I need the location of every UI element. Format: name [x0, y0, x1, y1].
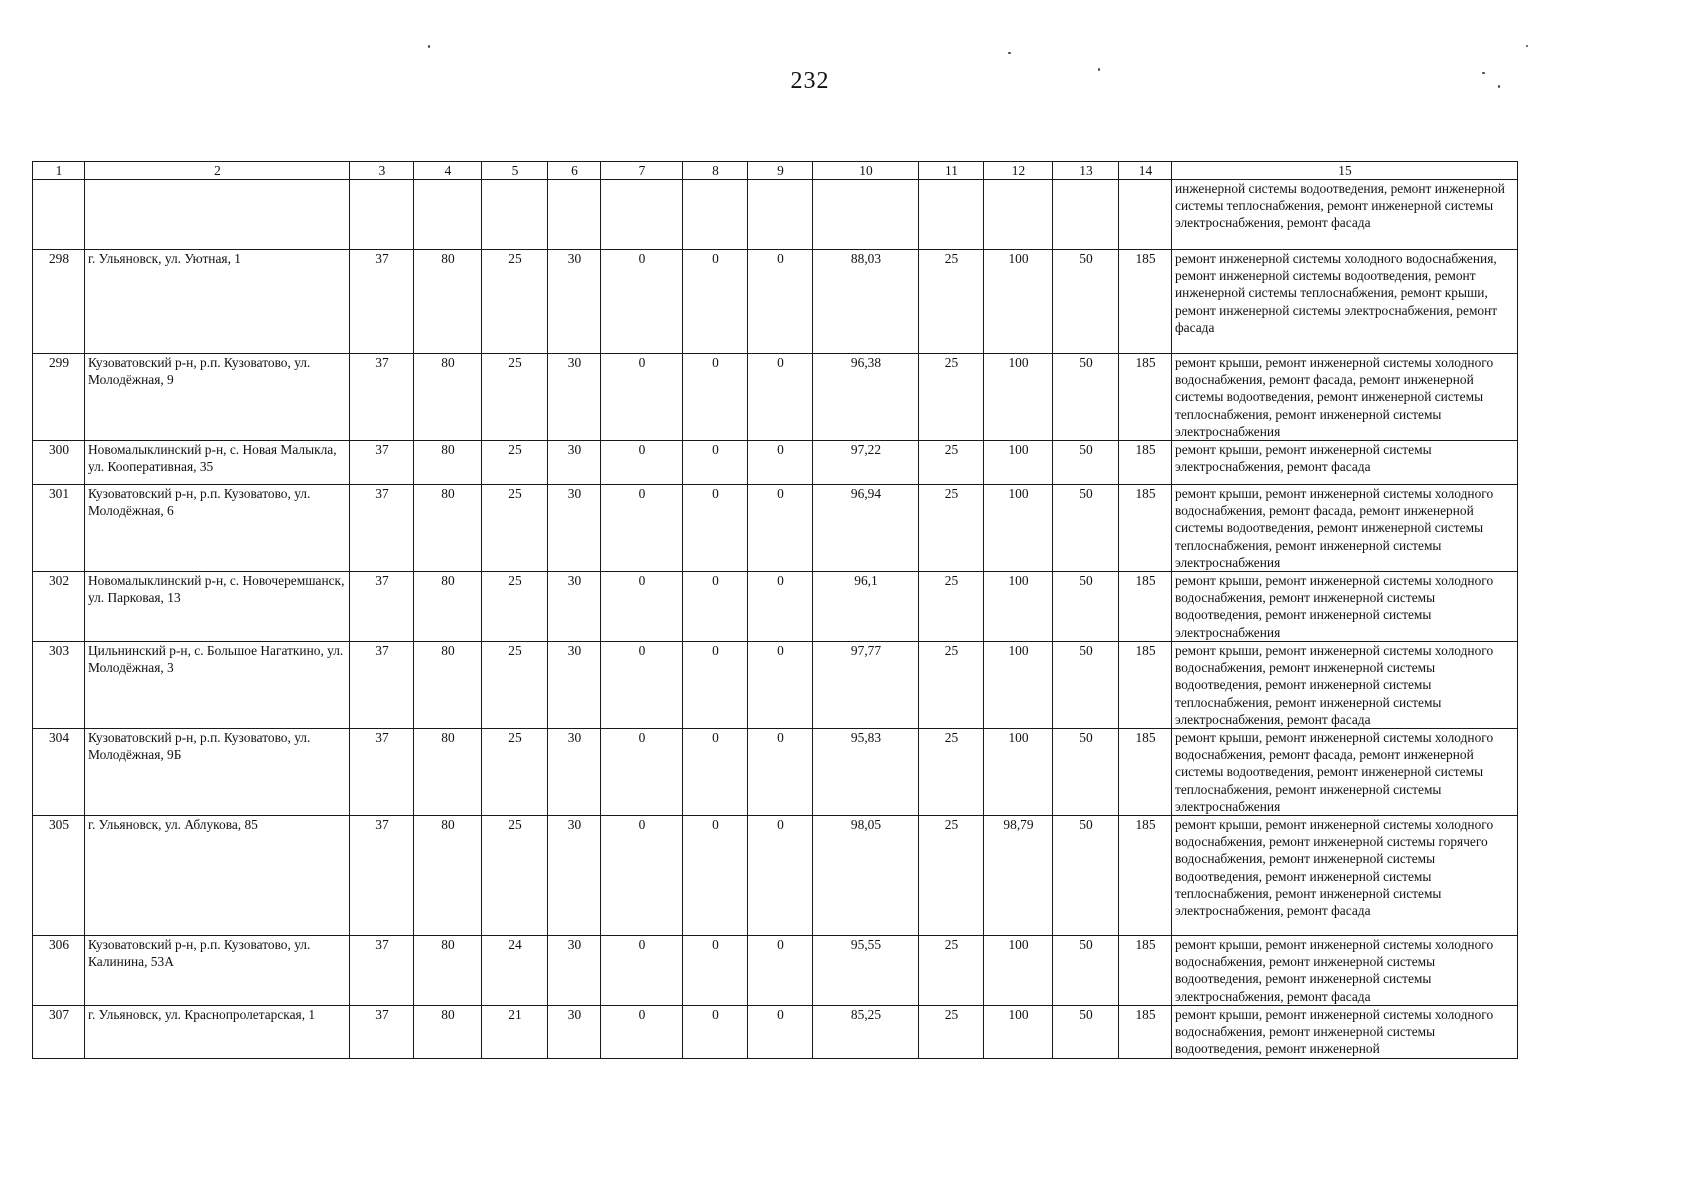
value-cell-c9: 0	[748, 729, 813, 816]
value-cell-c3: 37	[350, 1006, 414, 1059]
value-cell-c8: 0	[683, 642, 748, 729]
table-row	[33, 441, 1518, 485]
value-cell-c6: 30	[548, 936, 601, 1006]
works-cell: ремонт крыши, ремонт инженерной системы холодного водоснабжения, ремонт фасада, ремонт инженерной системы водоотведения, ремонт инженерной системы теплоснабжения, ремонт инженерной системы электроснабжения	[1172, 485, 1518, 572]
value-cell-c12: 100	[984, 354, 1053, 441]
scan-speck	[1008, 52, 1011, 54]
value-cell-c9: 0	[748, 250, 813, 354]
value-cell-c8: 0	[683, 936, 748, 1006]
value-cell-c5: 25	[482, 441, 548, 485]
table-row	[33, 729, 1518, 816]
table-row	[33, 642, 1518, 729]
value-cell-c6: 30	[548, 441, 601, 485]
address-cell: Кузоватовский р-н, р.п. Кузоватово, ул. Калинина, 53А	[85, 936, 350, 1006]
works-cell: ремонт крыши, ремонт инженерной системы холодного водоснабжения, ремонт фасада, ремонт инженерной системы водоотведения, ремонт инженерной системы теплоснабжения, ремонт инженерной системы электроснабжения	[1172, 354, 1518, 441]
works-register-table	[32, 161, 1518, 1059]
value-cell-c7: 0	[601, 572, 683, 642]
value-cell-c3: 37	[350, 572, 414, 642]
value-cell-c6: 30	[548, 354, 601, 441]
column-number-header-row	[33, 162, 1518, 180]
value-cell-c7: 0	[601, 1006, 683, 1059]
value-cell-c14: 185	[1119, 936, 1172, 1006]
value-cell-c5: 25	[482, 642, 548, 729]
value-cell-c7: 0	[601, 250, 683, 354]
column-header: 8	[683, 162, 748, 180]
value-cell-c12: 100	[984, 441, 1053, 485]
value-cell-c6: 30	[548, 250, 601, 354]
value-cell-c7: 0	[601, 441, 683, 485]
value-cell-c5: 25	[482, 485, 548, 572]
row-number-cell: 300	[33, 441, 85, 485]
column-header: 14	[1119, 162, 1172, 180]
column-header: 7	[601, 162, 683, 180]
value-cell-c11: 25	[919, 642, 984, 729]
value-cell-c10: 97,22	[813, 441, 919, 485]
row-number-cell: 306	[33, 936, 85, 1006]
value-cell-c10: 95,55	[813, 936, 919, 1006]
address-cell: г. Ульяновск, ул. Краснопролетарская, 1	[85, 1006, 350, 1059]
row-number-cell: 307	[33, 1006, 85, 1059]
page-number: 232	[790, 68, 830, 94]
continuation-row	[33, 180, 1518, 250]
value-cell-c3: 37	[350, 354, 414, 441]
value-cell-c9: 0	[748, 354, 813, 441]
value-cell-c14: 185	[1119, 354, 1172, 441]
value-cell-c7: 0	[601, 816, 683, 936]
value-cell-c6: 30	[548, 729, 601, 816]
value-cell-c10: 96,38	[813, 354, 919, 441]
table-row	[33, 936, 1518, 1006]
value-cell-c10: 98,05	[813, 816, 919, 936]
value-cell-c3: 37	[350, 250, 414, 354]
column-header: 13	[1053, 162, 1119, 180]
value-cell-c9: 0	[748, 1006, 813, 1059]
value-cell-c3: 37	[350, 642, 414, 729]
column-header: 1	[33, 162, 85, 180]
works-cell: ремонт инженерной системы холодного водоснабжения, ремонт инженерной системы водоотведения, ремонт инженерной системы теплоснабжения, ремонт крыши, ремонт инженерной системы электроснабжения, ремонт фасада	[1172, 250, 1518, 354]
address-cell: Кузоватовский р-н, р.п. Кузоватово, ул. Молодёжная, 6	[85, 485, 350, 572]
value-cell-c13: 50	[1053, 816, 1119, 936]
value-cell-c12: 100	[984, 250, 1053, 354]
row-number-cell: 298	[33, 250, 85, 354]
value-cell-c10: 88,03	[813, 250, 919, 354]
value-cell-c8: 0	[683, 441, 748, 485]
address-cell: Кузоватовский р-н, р.п. Кузоватово, ул. Молодёжная, 9Б	[85, 729, 350, 816]
value-cell-c8: 0	[683, 816, 748, 936]
value-cell-c13: 50	[1053, 729, 1119, 816]
value-cell-c13: 50	[1053, 441, 1119, 485]
value-cell-c14: 185	[1119, 642, 1172, 729]
value-cell-c14: 185	[1119, 250, 1172, 354]
value-cell-c4: 80	[414, 1006, 482, 1059]
address-cell: Новомалыклинский р-н, с. Новочеремшанск, ул. Парковая, 13	[85, 572, 350, 642]
value-cell-c5: 25	[482, 354, 548, 441]
value-cell-c9: 0	[748, 441, 813, 485]
value-cell-c4: 80	[414, 816, 482, 936]
value-cell-c11: 25	[919, 729, 984, 816]
value-cell-c5: 25	[482, 816, 548, 936]
value-cell-c4: 80	[414, 485, 482, 572]
value-cell-c3: 37	[350, 816, 414, 936]
value-cell-c12: 100	[984, 572, 1053, 642]
works-cell: ремонт крыши, ремонт инженерной системы холодного водоснабжения, ремонт инженерной системы водоотведения, ремонт инженерной системы теплоснабжения, ремонт инженерной системы электроснабжения, ремонт фасада	[1172, 642, 1518, 729]
table-row	[33, 816, 1518, 936]
column-header: 15	[1172, 162, 1518, 180]
value-cell-c13: 50	[1053, 936, 1119, 1006]
value-cell-c4: 80	[414, 936, 482, 1006]
works-cell: ремонт крыши, ремонт инженерной системы холодного водоснабжения, ремонт инженерной системы горячего водоснабжения, ремонт инженерной системы водоотведения, ремонт инженерной системы теплоснабжения, ремонт инженерной системы электроснабжения, ремонт фасада	[1172, 816, 1518, 936]
value-cell-c4: 80	[414, 572, 482, 642]
value-cell-c7: 0	[601, 485, 683, 572]
value-cell-c8: 0	[683, 1006, 748, 1059]
value-cell-c5: 25	[482, 250, 548, 354]
value-cell-c13: 50	[1053, 572, 1119, 642]
value-cell-c13: 50	[1053, 250, 1119, 354]
value-cell-c14: 185	[1119, 816, 1172, 936]
row-number-cell: 301	[33, 485, 85, 572]
value-cell-c8: 0	[683, 485, 748, 572]
works-cell: ремонт крыши, ремонт инженерной системы холодного водоснабжения, ремонт инженерной системы водоотведения, ремонт инженерной системы электроснабжения, ремонт фасада	[1172, 936, 1518, 1006]
value-cell-c14: 185	[1119, 572, 1172, 642]
value-cell-c9: 0	[748, 642, 813, 729]
value-cell-c5: 25	[482, 572, 548, 642]
value-cell-c7: 0	[601, 729, 683, 816]
value-cell-c5: 21	[482, 1006, 548, 1059]
address-cell: Цильнинский р-н, с. Большое Нагаткино, ул. Молодёжная, 3	[85, 642, 350, 729]
value-cell-c11: 25	[919, 441, 984, 485]
scan-speck	[1526, 45, 1528, 47]
works-cell: ремонт крыши, ремонт инженерной системы электроснабжения, ремонт фасада	[1172, 441, 1518, 485]
value-cell-c10: 96,94	[813, 485, 919, 572]
value-cell-c5: 25	[482, 729, 548, 816]
value-cell-c14: 185	[1119, 1006, 1172, 1059]
scan-speck	[1098, 68, 1100, 71]
value-cell-c11: 25	[919, 250, 984, 354]
value-cell-c12: 100	[984, 642, 1053, 729]
row-number-cell: 299	[33, 354, 85, 441]
value-cell-c9: 0	[748, 485, 813, 572]
value-cell-c6: 30	[548, 642, 601, 729]
column-header: 9	[748, 162, 813, 180]
table-row	[33, 1006, 1518, 1059]
row-number-cell: 305	[33, 816, 85, 936]
column-header: 4	[414, 162, 482, 180]
address-cell: Новомалыклинский р-н, с. Новая Малыкла, ул. Кооперативная, 35	[85, 441, 350, 485]
value-cell-c11: 25	[919, 816, 984, 936]
column-header: 10	[813, 162, 919, 180]
value-cell-c7: 0	[601, 936, 683, 1006]
value-cell-c6: 30	[548, 1006, 601, 1059]
row-number-cell: 304	[33, 729, 85, 816]
value-cell-c11: 25	[919, 485, 984, 572]
value-cell-c14: 185	[1119, 485, 1172, 572]
value-cell-c8: 0	[683, 729, 748, 816]
value-cell-c7: 0	[601, 354, 683, 441]
value-cell-c11: 25	[919, 936, 984, 1006]
column-header: 11	[919, 162, 984, 180]
value-cell-c9: 0	[748, 572, 813, 642]
table-row	[33, 250, 1518, 354]
address-cell: г. Ульяновск, ул. Уютная, 1	[85, 250, 350, 354]
value-cell-c6: 30	[548, 816, 601, 936]
scan-speck	[428, 45, 430, 48]
address-cell: г. Ульяновск, ул. Аблукова, 85	[85, 816, 350, 936]
row-number-cell: 302	[33, 572, 85, 642]
value-cell-c4: 80	[414, 642, 482, 729]
value-cell-c11: 25	[919, 354, 984, 441]
table-row	[33, 354, 1518, 441]
value-cell-c4: 80	[414, 729, 482, 816]
value-cell-c6: 30	[548, 572, 601, 642]
column-header: 2	[85, 162, 350, 180]
value-cell-c4: 80	[414, 250, 482, 354]
value-cell-c9: 0	[748, 936, 813, 1006]
value-cell-c7: 0	[601, 642, 683, 729]
column-header: 3	[350, 162, 414, 180]
value-cell-c13: 50	[1053, 485, 1119, 572]
value-cell-c13: 50	[1053, 642, 1119, 729]
value-cell-c3: 37	[350, 729, 414, 816]
value-cell-c12: 100	[984, 729, 1053, 816]
column-header: 12	[984, 162, 1053, 180]
value-cell-c12: 100	[984, 1006, 1053, 1059]
value-cell-c3: 37	[350, 485, 414, 572]
value-cell-c12: 98,79	[984, 816, 1053, 936]
works-cell: ремонт крыши, ремонт инженерной системы холодного водоснабжения, ремонт инженерной системы водоотведения, ремонт инженерной системы электроснабжения	[1172, 572, 1518, 642]
scan-speck	[1482, 72, 1485, 74]
table-row	[33, 485, 1518, 572]
value-cell-c13: 50	[1053, 1006, 1119, 1059]
value-cell-c4: 80	[414, 441, 482, 485]
value-cell-c11: 25	[919, 1006, 984, 1059]
value-cell-c9: 0	[748, 816, 813, 936]
value-cell-c10: 85,25	[813, 1006, 919, 1059]
scan-speck	[1498, 85, 1500, 88]
value-cell-c13: 50	[1053, 354, 1119, 441]
value-cell-c14: 185	[1119, 441, 1172, 485]
value-cell-c8: 0	[683, 250, 748, 354]
value-cell-c5: 24	[482, 936, 548, 1006]
value-cell-c8: 0	[683, 354, 748, 441]
table-row	[33, 572, 1518, 642]
value-cell-c6: 30	[548, 485, 601, 572]
value-cell-c12: 100	[984, 936, 1053, 1006]
works-cell: инженерной системы водоотведения, ремонт инженерной системы теплоснабжения, ремонт инженерной системы электроснабжения, ремонт фасада	[1172, 180, 1518, 250]
works-cell: ремонт крыши, ремонт инженерной системы холодного водоснабжения, ремонт инженерной системы водоотведения, ремонт инженерной	[1172, 1006, 1518, 1059]
column-header: 5	[482, 162, 548, 180]
value-cell-c3: 37	[350, 936, 414, 1006]
value-cell-c10: 97,77	[813, 642, 919, 729]
column-header: 6	[548, 162, 601, 180]
value-cell-c4: 80	[414, 354, 482, 441]
value-cell-c8: 0	[683, 572, 748, 642]
address-cell: Кузоватовский р-н, р.п. Кузоватово, ул. Молодёжная, 9	[85, 354, 350, 441]
value-cell-c10: 96,1	[813, 572, 919, 642]
works-cell: ремонт крыши, ремонт инженерной системы холодного водоснабжения, ремонт фасада, ремонт инженерной системы водоотведения, ремонт инженерной системы теплоснабжения, ремонт инженерной системы электроснабжения	[1172, 729, 1518, 816]
value-cell-c14: 185	[1119, 729, 1172, 816]
value-cell-c11: 25	[919, 572, 984, 642]
row-number-cell: 303	[33, 642, 85, 729]
value-cell-c3: 37	[350, 441, 414, 485]
value-cell-c10: 95,83	[813, 729, 919, 816]
value-cell-c12: 100	[984, 485, 1053, 572]
